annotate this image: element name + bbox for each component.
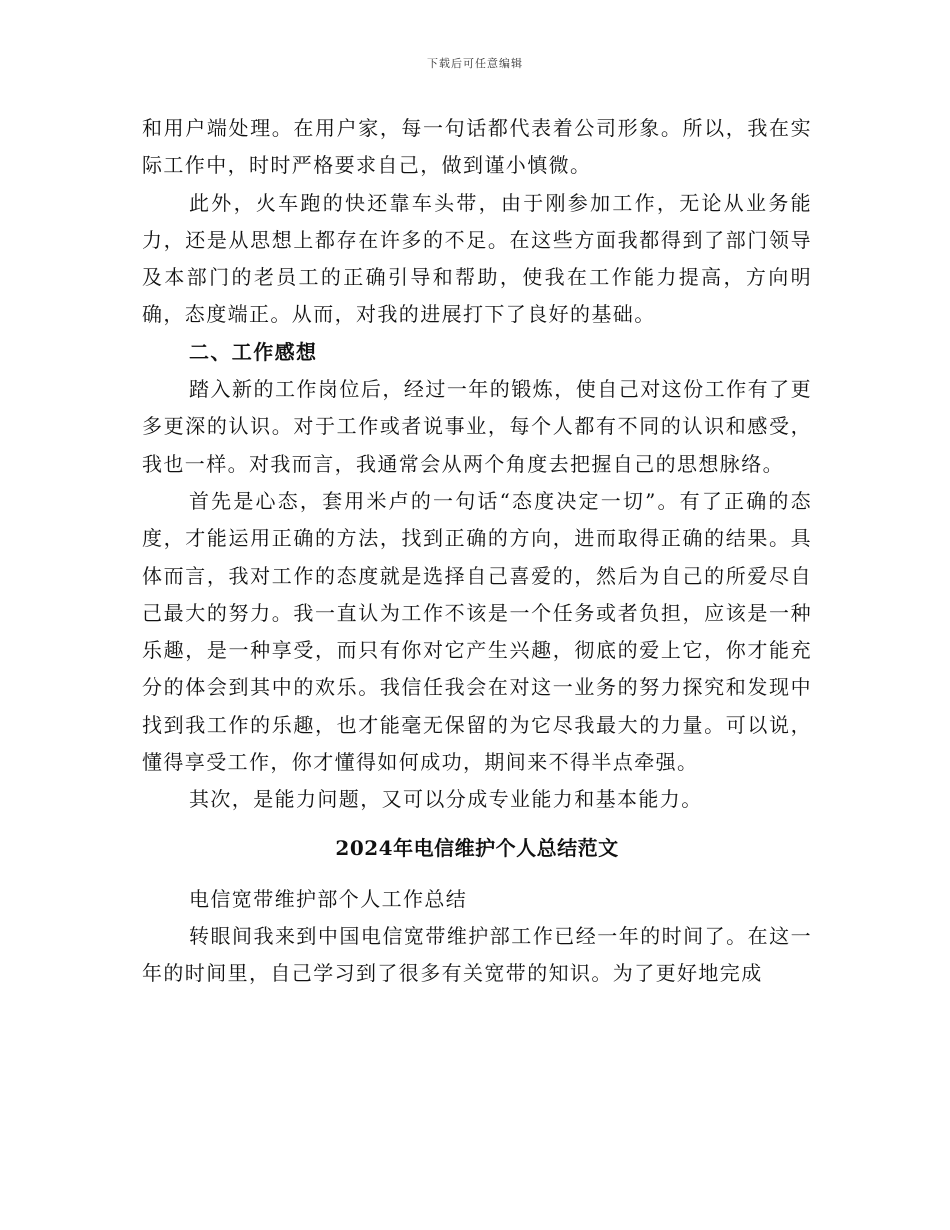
document-subtitle: 电信宽带维护部个人工作总结 xyxy=(189,886,468,911)
paragraph-attitude: 首先是心态，套用米卢的一句话“态度决定一切”。有了正确的态度，才能运用正确的方法，找到正确的方向，进而取得正确的结果。具体而言，我对工作的态度就是选择自己喜爱的，然后为自己的所爱尽自己最大的努力。我一直认为工作不该是一个任务或者负担，应该是一种乐趣，是一种享受，而只有你对它产生兴趣，彻底的爱上它，你才能充分的体会到其中的欢乐。我信任我会在对这一业务的努力探究和发现中找到我工作的乐趣，也才能毫无保留的为它尽我最大的力量。可以说，懂得享受工作，你才懂得如何成功，期间来不得半点牵强。 xyxy=(142,488,812,775)
paragraph-user-service: 和用户端处理。在用户家，每一句话都代表着公司形象。所以，我在实际工作中，时时严格要求自己，做到谨小慎微。 xyxy=(142,116,812,178)
paragraph-new-position: 踏入新的工作岗位后，经过一年的锻炼，使自己对这份工作有了更多更深的认识。对于工作或者说事业，每个人都有不同的认识和感受，我也一样。对我而言，我通常会从两个角度去把握自己的思想脉络。 xyxy=(142,377,812,476)
document-title: 2024年电信维护个人总结范文 xyxy=(335,835,619,860)
section-heading-work-reflections: 二、工作感想 xyxy=(189,339,318,364)
paragraph-ability: 其次，是能力问题，又可以分成专业能力和基本能力。 xyxy=(189,787,703,812)
paragraph-one-year: 转眼间我来到中国电信宽带维护部工作已经一年的时间了。在这一年的时间里，自己学习到了很多有关宽带的知识。为了更好地完成 xyxy=(142,923,812,986)
document-body xyxy=(142,110,812,993)
paragraph-guidance: 此外，火车跑的快还靠车头带，由于刚参加工作，无论从业务能力，还是从思想上都存在许多的不足。在这些方面我都得到了部门领导及本部门的老员工的正确引导和帮助，使我在工作能力提高，方向明确，态度端正。从而，对我的进展打下了良好的基础。 xyxy=(142,190,812,327)
header-note: 下载后可任意编辑 xyxy=(427,57,523,70)
